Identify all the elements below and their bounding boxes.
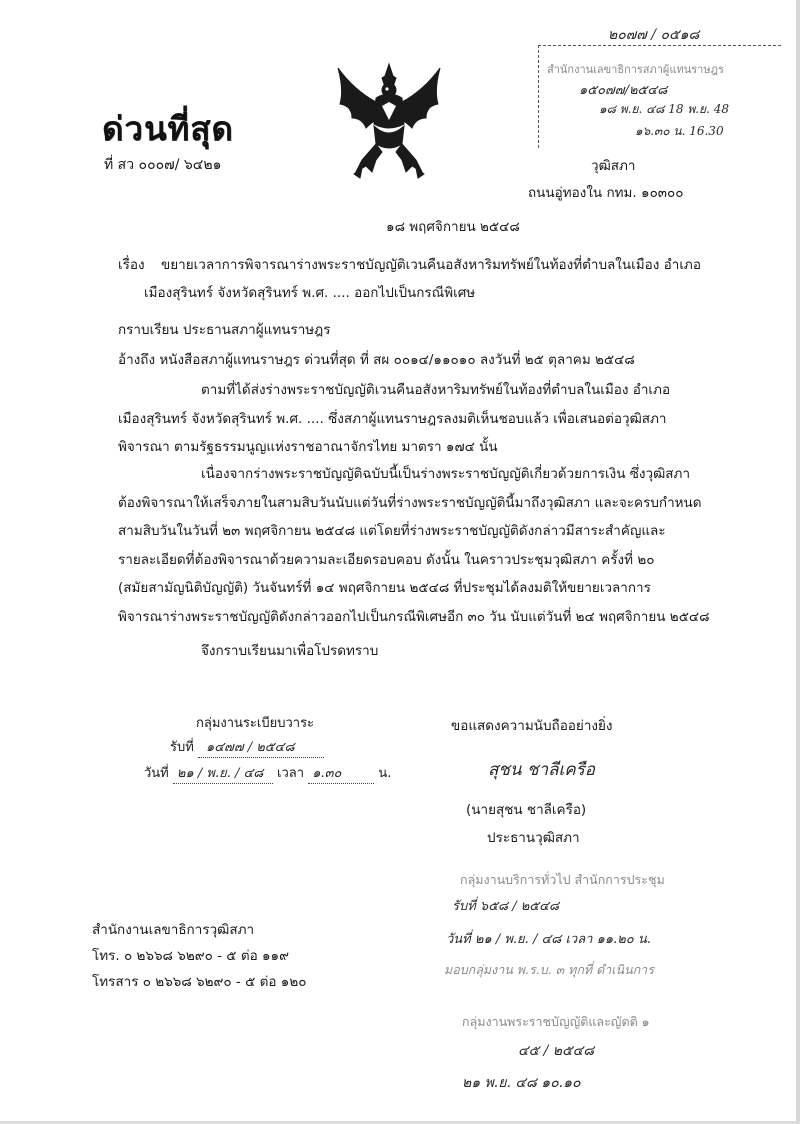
meeting-stamp-line-3: วันที่ ๒๑ / พ.ย. / ๔๘ เวลา ๑๑.๒๐ น. <box>446 932 651 947</box>
signer-name: (นายสุชน ชาลีเครือ) <box>466 802 587 818</box>
registry-stamp-received <box>170 736 324 758</box>
registry-stamp-date <box>144 762 391 784</box>
paragraph-2-line: เนื่องจากร่างพระราชบัญญัติฉบับนี้เป็นร่างพระราชบัญญัติเกี่ยวด้วยการเงิน ซึ่งวุฒิสภา <box>201 466 691 482</box>
meeting-stamp-line-1: กลุ่มงานบริการทั่วไป สำนักการประชุม <box>460 872 665 887</box>
closing: ขอแสดงความนับถืออย่างยิ่ง <box>451 718 613 734</box>
registry-time-unit: น. <box>378 766 392 781</box>
meeting-stamp-line-4: มอบกลุ่มงาน พ.ร.บ. ๓ ทุกที่ ดำเนินการ <box>444 962 654 977</box>
paragraph-1-line: เมืองสุรินทร์ จังหวัดสุรินทร์ พ.ศ. .... ซึ่งสภาผู้แทนราษฎรลงมติเห็นชอบแล้ว เพื่อเสนอต่อวุฒิสภา <box>118 410 667 427</box>
registry-date-value: ๒๑ / พ.ย. / ๔๘ <box>173 762 273 784</box>
document-number: ที่ สว ๐๐๐๗/ ๖๔๒๑ <box>104 157 222 173</box>
footer-fax: โทรสาร ๐ ๒๖๖๘ ๖๒๙๐ - ๕ ต่อ ๑๒๐ <box>92 974 307 990</box>
paragraph-2-line: (สมัยสามัญนิติบัญญัติ) วันจันทร์ที่ ๑๔ พฤศจิกายน ๒๕๔๘ ที่ประชุมได้ลงมติให้ขยายเวลาการ <box>118 580 651 596</box>
footer-office: สำนักงานเลขาธิการวุฒิสภา <box>92 922 255 938</box>
registry-received-value: ๑๔๗๗ / ๒๕๔๘ <box>198 736 324 758</box>
signer-title: ประธานวุฒิสภา <box>487 830 580 846</box>
document-date: ๑๘ พฤศจิกายน ๒๕๔๘ <box>386 219 520 235</box>
reference: อ้างถึง หนังสือสภาผู้แทนราษฎร ด่วนที่สุด ที่ สผ ๐๐๑๔/๑๑๐๑๐ ลงวันที่ ๒๕ ตุลาคม ๒๕๔๘ <box>118 352 635 368</box>
garuda-emblem <box>332 60 446 180</box>
registry-date-label: วันที่ <box>144 766 169 781</box>
urgency-heading: ด่วนที่สุด <box>102 109 234 148</box>
paragraph-3: จึงกราบเรียนมาเพื่อโปรดทราบ <box>201 643 379 659</box>
sender-org: วุฒิสภา <box>591 158 636 174</box>
signature: สุชน ชาลีเครือ <box>488 760 595 780</box>
footer-phone: โทร. ๐ ๒๖๖๘ ๖๒๙๐ - ๕ ต่อ ๑๑๙ <box>92 948 290 964</box>
salutation: กราบเรียน ประธานสภาผู้แทนราษฎร <box>118 322 331 338</box>
subject-line-2: เมืองสุรินทร์ จังหวัดสุรินทร์ พ.ศ. .... ออกไปเป็นกรณีพิเศษ <box>144 285 476 301</box>
paragraph-2-line: สามสิบวันในวันที่ ๒๓ พฤศจิกายน ๒๕๔๘ แต่โดยที่ร่างพระราชบัญญัติดังกล่าวมีสาระสำคัญและ <box>118 523 666 539</box>
registry-time-label: เวลา <box>277 766 305 781</box>
registry-received-label: รับที่ <box>170 740 194 755</box>
receipt-stamp-header: สำนักงานเลขาธิการสภาผู้แทนราษฎร <box>547 63 724 76</box>
bottom-stamp-line-2: ๔๕ / ๒๕๔๘ <box>518 1043 595 1059</box>
scan-edge <box>796 0 800 1124</box>
paragraph-2 <box>118 460 718 631</box>
receipt-stamp-time: ๑๖.๓๐ น. 16.30 <box>635 124 724 138</box>
receipt-stamp-date: ๑๘ พ.ย. ๔๘ 18 พ.ย. 48 <box>599 102 729 116</box>
registry-stamp-title: กลุ่มงานระเบียบวาระ <box>196 716 315 731</box>
meeting-stamp-line-2: รับที่ ๖๕๘ / ๒๕๔๘ <box>452 899 559 914</box>
subject-line-1: ขยายเวลาการพิจารณาร่างพระราชบัญญัติเวนคืนอสังหาริมทรัพย์ในท้องที่ตำบลในเมือง อำเภอ <box>161 257 701 273</box>
paragraph-2-line: ต้องพิจารณาให้เสร็จภายในสามสิบวันนับแต่วันที่ร่างพระราชบัญญัตินี้มาถึงวุฒิสภา และจะครบกำหนด <box>118 494 702 511</box>
paragraph-2-line: พิจารณาร่างพระราชบัญญัติดังกล่าวออกไปเป็นกรณีพิเศษอีก ๓๐ วัน นับแต่วันที่ ๒๔ พฤศจิกายน ๒๕๔๘ <box>118 608 710 625</box>
sender-address: ถนนอู่ทองใน กทม. ๑๐๓๐๐ <box>528 185 684 201</box>
paragraph-1-line: พิจารณา ตามรัฐธรรมนูญแห่งราชอาณาจักรไทย มาตรา ๑๗๔ นั้น <box>118 439 498 455</box>
bottom-stamp-line-3: ๒๑ พ.ย. ๔๘ ๑๐.๑๐ <box>462 1075 581 1091</box>
receipt-stamp <box>538 45 781 148</box>
paragraph-2-line: รายละเอียดที่ต้องพิจารณาด้วยความละเอียดรอบคอบ ดังนั้น ในคราวประชุมวุฒิสภา ครั้งที่ ๒๐ <box>118 551 655 568</box>
bottom-stamp-line-1: กลุ่มงานพระราชบัญญัติและญัตติ ๑ <box>462 1014 650 1029</box>
paragraph-1-line: ตามที่ได้ส่งร่างพระราชบัญญัติเวนคืนอสังหาริมทรัพย์ในท้องที่ตำบลในเมือง อำเภอ <box>201 382 671 398</box>
subject-label: เรื่อง <box>118 257 145 273</box>
receipt-stamp-number: ๑๕๐๗๗/๒๕๔๘ <box>579 83 668 98</box>
registry-time-value: ๑.๓๐ <box>308 762 374 784</box>
top-right-number: ๒๐๗๗ / ๐๕๑๘ <box>608 27 700 43</box>
paragraph-1 <box>118 376 718 462</box>
